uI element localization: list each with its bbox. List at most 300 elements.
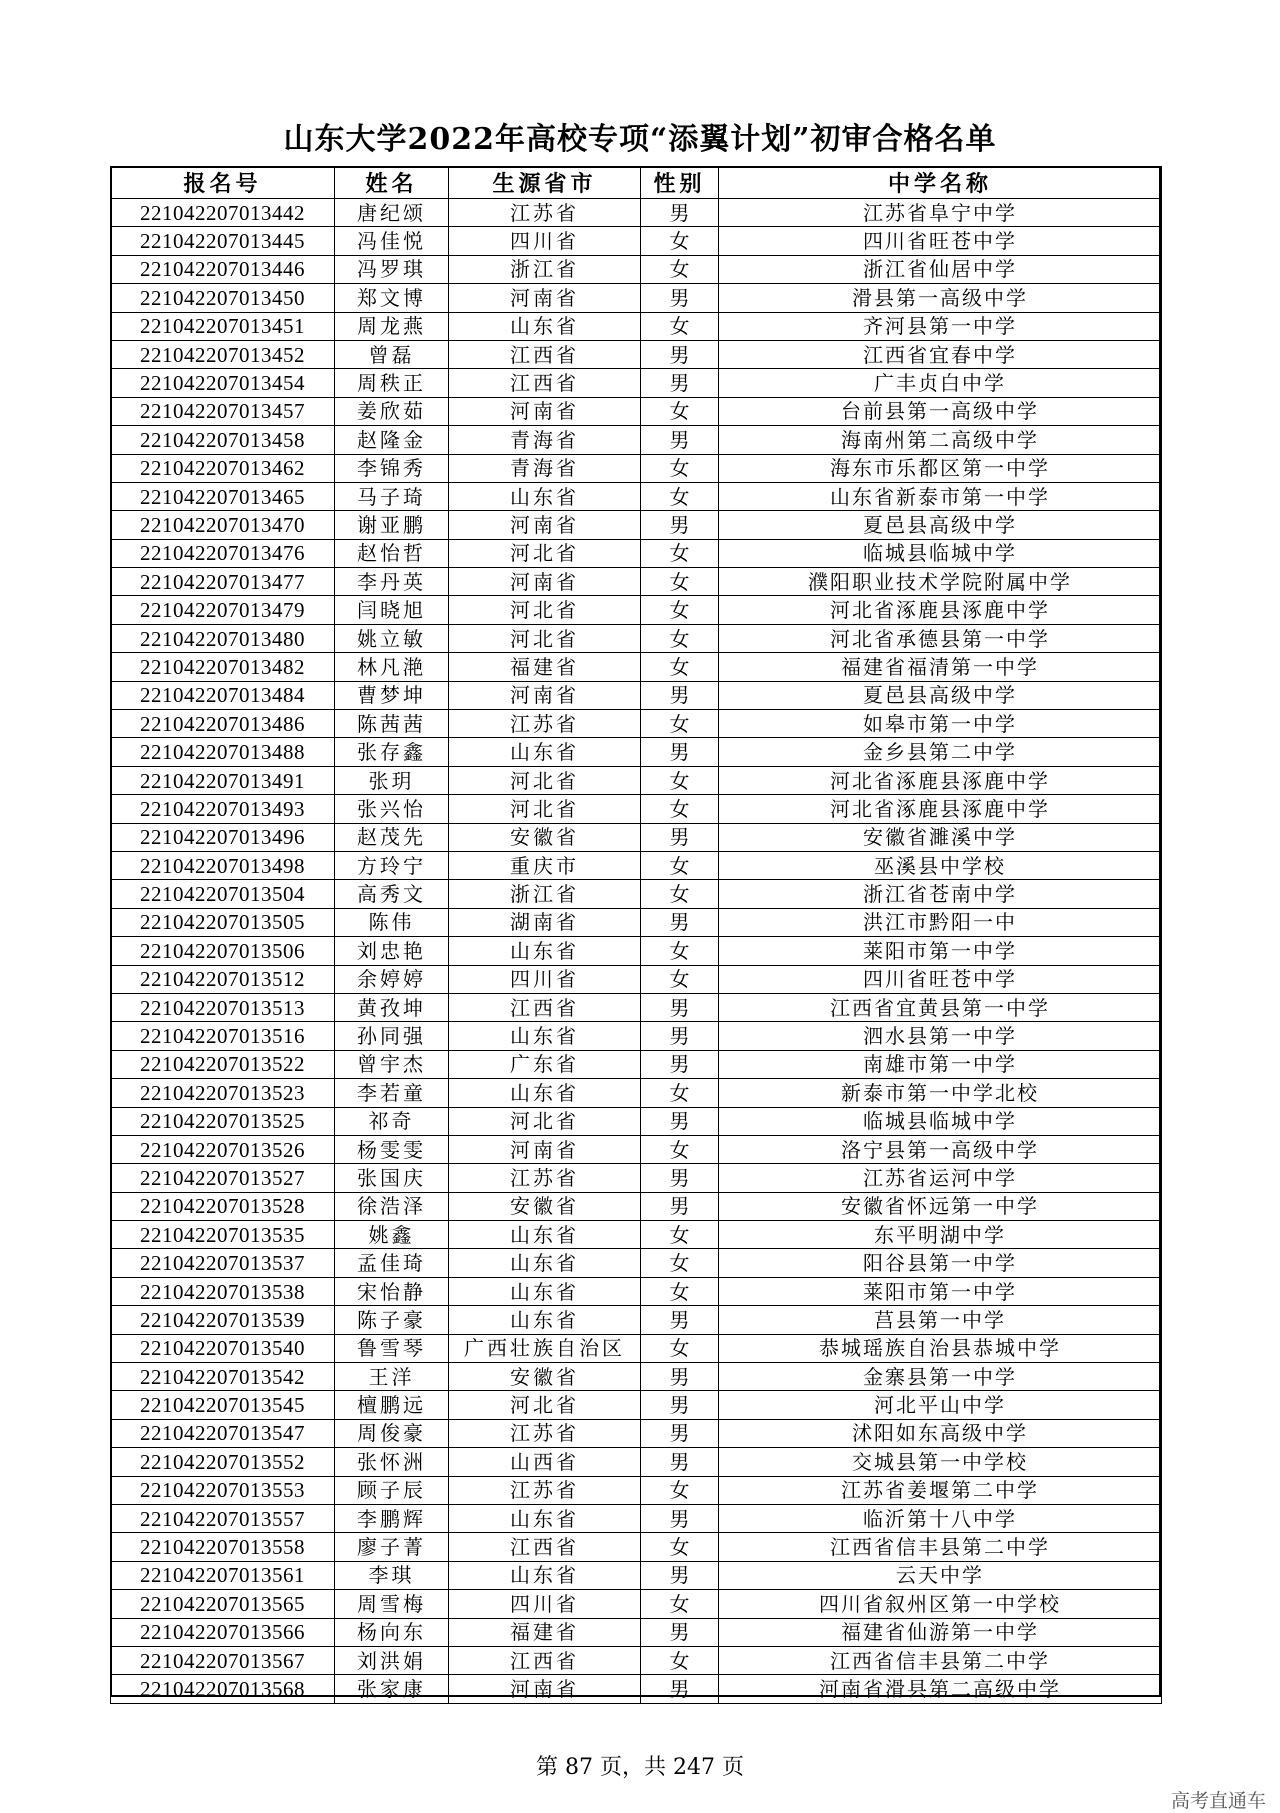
table-row bbox=[111, 1504, 1162, 1532]
table-row bbox=[111, 766, 1162, 794]
cell-school: 浙江省苍南中学 bbox=[719, 880, 1162, 908]
table-row bbox=[111, 1363, 1162, 1391]
table-row bbox=[111, 823, 1162, 851]
cell-registration-number: 221042207013454 bbox=[111, 369, 335, 397]
cell-school: 安徽省怀远第一中学 bbox=[719, 1192, 1162, 1220]
cell-school: 莒县第一中学 bbox=[719, 1306, 1162, 1334]
cell-name: 唐纪颂 bbox=[335, 199, 449, 227]
table-row bbox=[111, 369, 1162, 397]
cell-province: 河北省 bbox=[449, 766, 641, 794]
cell-gender: 女 bbox=[641, 795, 719, 823]
cell-province: 山东省 bbox=[449, 1561, 641, 1589]
page-number: 第 87 页，共 247 页 bbox=[536, 1755, 744, 1780]
cell-gender: 男 bbox=[641, 340, 719, 368]
cell-name: 顾子辰 bbox=[335, 1476, 449, 1504]
cell-gender: 女 bbox=[641, 454, 719, 482]
cell-gender: 女 bbox=[641, 624, 719, 652]
cell-registration-number: 221042207013557 bbox=[111, 1504, 335, 1532]
cell-province: 河北省 bbox=[449, 539, 641, 567]
cell-gender: 男 bbox=[641, 1448, 719, 1476]
cell-name: 张怀洲 bbox=[335, 1448, 449, 1476]
cell-registration-number: 221042207013498 bbox=[111, 851, 335, 879]
cell-registration-number: 221042207013476 bbox=[111, 539, 335, 567]
cell-province: 安徽省 bbox=[449, 1363, 641, 1391]
cell-registration-number: 221042207013535 bbox=[111, 1221, 335, 1249]
cell-province: 四川省 bbox=[449, 965, 641, 993]
cell-gender: 女 bbox=[641, 1334, 719, 1362]
table-row bbox=[111, 1533, 1162, 1561]
cell-school: 金寨县第一中学 bbox=[719, 1363, 1162, 1391]
table-row bbox=[111, 681, 1162, 709]
cell-name: 徐浩泽 bbox=[335, 1192, 449, 1220]
cell-registration-number: 221042207013537 bbox=[111, 1249, 335, 1277]
table-row bbox=[111, 1050, 1162, 1078]
cell-gender: 女 bbox=[641, 596, 719, 624]
cell-name: 曾宇杰 bbox=[335, 1050, 449, 1078]
cell-gender: 男 bbox=[641, 369, 719, 397]
cell-school: 如皋市第一中学 bbox=[719, 710, 1162, 738]
cell-registration-number: 221042207013482 bbox=[111, 653, 335, 681]
table-row bbox=[111, 1192, 1162, 1220]
cell-province: 河北省 bbox=[449, 624, 641, 652]
cell-registration-number: 221042207013493 bbox=[111, 795, 335, 823]
cell-name: 周雪梅 bbox=[335, 1590, 449, 1618]
cell-province: 江苏省 bbox=[449, 1164, 641, 1192]
cell-school: 夏邑县高级中学 bbox=[719, 511, 1162, 539]
cell-gender: 男 bbox=[641, 511, 719, 539]
cell-name: 祁奇 bbox=[335, 1107, 449, 1135]
cell-gender: 男 bbox=[641, 1391, 719, 1419]
cell-name: 李琪 bbox=[335, 1561, 449, 1589]
cell-gender: 男 bbox=[641, 1022, 719, 1050]
cell-registration-number: 221042207013484 bbox=[111, 681, 335, 709]
cell-registration-number: 221042207013538 bbox=[111, 1277, 335, 1305]
table-row bbox=[111, 1646, 1162, 1674]
table-row bbox=[111, 397, 1162, 425]
cell-name: 郑文博 bbox=[335, 284, 449, 312]
cell-name: 赵隆金 bbox=[335, 426, 449, 454]
cell-school: 海东市乐都区第一中学 bbox=[719, 454, 1162, 482]
cell-school: 江西省信丰县第二中学 bbox=[719, 1533, 1162, 1561]
cell-gender: 女 bbox=[641, 1135, 719, 1163]
table-row bbox=[111, 908, 1162, 936]
cell-registration-number: 221042207013567 bbox=[111, 1646, 335, 1674]
cell-name: 余婷婷 bbox=[335, 965, 449, 993]
cell-school: 新泰市第一中学北校 bbox=[719, 1079, 1162, 1107]
table-row bbox=[111, 1590, 1162, 1618]
cell-gender: 女 bbox=[641, 653, 719, 681]
cell-province: 河南省 bbox=[449, 568, 641, 596]
cell-name: 周俊豪 bbox=[335, 1419, 449, 1447]
cell-gender: 男 bbox=[641, 1107, 719, 1135]
table-row bbox=[111, 1476, 1162, 1504]
cell-province: 福建省 bbox=[449, 653, 641, 681]
cell-name: 廖子菁 bbox=[335, 1533, 449, 1561]
cell-school: 河北平山中学 bbox=[719, 1391, 1162, 1419]
cell-registration-number: 221042207013547 bbox=[111, 1419, 335, 1447]
cell-province: 江西省 bbox=[449, 1646, 641, 1674]
cell-gender: 男 bbox=[641, 1363, 719, 1391]
cell-gender: 男 bbox=[641, 681, 719, 709]
cell-name: 孙同强 bbox=[335, 1022, 449, 1050]
cell-gender: 男 bbox=[641, 1164, 719, 1192]
cell-province: 江西省 bbox=[449, 369, 641, 397]
cell-gender: 女 bbox=[641, 539, 719, 567]
cell-province: 江苏省 bbox=[449, 710, 641, 738]
cell-province: 广东省 bbox=[449, 1050, 641, 1078]
cell-name: 刘洪娟 bbox=[335, 1646, 449, 1674]
cell-school: 四川省旺苍中学 bbox=[719, 965, 1162, 993]
cell-gender: 男 bbox=[641, 1618, 719, 1646]
table-row bbox=[111, 255, 1162, 283]
cell-province: 青海省 bbox=[449, 454, 641, 482]
cell-registration-number: 221042207013496 bbox=[111, 823, 335, 851]
cell-province: 河南省 bbox=[449, 511, 641, 539]
cell-registration-number: 221042207013542 bbox=[111, 1363, 335, 1391]
watermark: 高考直通车 bbox=[1170, 1790, 1266, 1812]
cell-school: 滑县第一高级中学 bbox=[719, 284, 1162, 312]
cell-province: 安徽省 bbox=[449, 823, 641, 851]
table-row bbox=[111, 624, 1162, 652]
cell-school: 东平明湖中学 bbox=[719, 1221, 1162, 1249]
table-row bbox=[111, 1419, 1162, 1447]
cell-gender: 女 bbox=[641, 1249, 719, 1277]
table-row bbox=[111, 1277, 1162, 1305]
header-registration-number: 报名号 bbox=[111, 167, 335, 199]
cell-gender: 女 bbox=[641, 397, 719, 425]
cell-registration-number: 221042207013539 bbox=[111, 1306, 335, 1334]
cell-province: 山东省 bbox=[449, 1079, 641, 1107]
cell-gender: 女 bbox=[641, 766, 719, 794]
cell-registration-number: 221042207013525 bbox=[111, 1107, 335, 1135]
table-row bbox=[111, 710, 1162, 738]
cell-name: 姚立敏 bbox=[335, 624, 449, 652]
cell-school: 濮阳职业技术学院附属中学 bbox=[719, 568, 1162, 596]
table-row bbox=[111, 227, 1162, 255]
cell-name: 闫晓旭 bbox=[335, 596, 449, 624]
cell-school: 四川省叙州区第一中学校 bbox=[719, 1590, 1162, 1618]
cell-gender: 男 bbox=[641, 993, 719, 1021]
cell-province: 山东省 bbox=[449, 1277, 641, 1305]
cell-province: 山东省 bbox=[449, 1504, 641, 1532]
table-row bbox=[111, 1618, 1162, 1646]
table-row bbox=[111, 1107, 1162, 1135]
cell-registration-number: 221042207013479 bbox=[111, 596, 335, 624]
cell-gender: 男 bbox=[641, 823, 719, 851]
cell-gender: 男 bbox=[641, 426, 719, 454]
cell-registration-number: 221042207013527 bbox=[111, 1164, 335, 1192]
cell-registration-number: 221042207013480 bbox=[111, 624, 335, 652]
cell-name: 檀鹏远 bbox=[335, 1391, 449, 1419]
table-row bbox=[111, 454, 1162, 482]
cell-school: 山东省新泰市第一中学 bbox=[719, 482, 1162, 510]
cell-school: 云天中学 bbox=[719, 1561, 1162, 1589]
cell-registration-number: 221042207013513 bbox=[111, 993, 335, 1021]
cell-gender: 男 bbox=[641, 1504, 719, 1532]
cell-province: 河北省 bbox=[449, 1391, 641, 1419]
cell-gender: 女 bbox=[641, 1476, 719, 1504]
cell-school: 江苏省阜宁中学 bbox=[719, 199, 1162, 227]
cell-name: 姚鑫 bbox=[335, 1221, 449, 1249]
cell-school: 福建省仙游第一中学 bbox=[719, 1618, 1162, 1646]
cell-registration-number: 221042207013506 bbox=[111, 937, 335, 965]
cell-gender: 女 bbox=[641, 1277, 719, 1305]
cell-name: 姜欣茹 bbox=[335, 397, 449, 425]
cell-school: 交城县第一中学校 bbox=[719, 1448, 1162, 1476]
cell-school: 江西省宜黄县第一中学 bbox=[719, 993, 1162, 1021]
page-title: 山东大学2022年高校专项“添翼计划”初审合格名单 bbox=[283, 122, 997, 157]
cell-name: 赵怡哲 bbox=[335, 539, 449, 567]
cell-gender: 女 bbox=[641, 880, 719, 908]
cell-school: 夏邑县高级中学 bbox=[719, 681, 1162, 709]
cell-name: 赵茂先 bbox=[335, 823, 449, 851]
table-row bbox=[111, 1391, 1162, 1419]
cell-school: 江苏省姜堰第二中学 bbox=[719, 1476, 1162, 1504]
cell-province: 青海省 bbox=[449, 426, 641, 454]
table-row bbox=[111, 993, 1162, 1021]
cell-school: 恭城瑶族自治县恭城中学 bbox=[719, 1334, 1162, 1362]
cell-gender: 女 bbox=[641, 227, 719, 255]
cell-province: 山东省 bbox=[449, 312, 641, 340]
cell-registration-number: 221042207013458 bbox=[111, 426, 335, 454]
cell-name: 杨向东 bbox=[335, 1618, 449, 1646]
header-school: 中学名称 bbox=[719, 167, 1162, 199]
cell-school: 阳谷县第一中学 bbox=[719, 1249, 1162, 1277]
cell-gender: 女 bbox=[641, 482, 719, 510]
cell-school: 江苏省运河中学 bbox=[719, 1164, 1162, 1192]
table-row bbox=[111, 1561, 1162, 1589]
cell-school: 洛宁县第一高级中学 bbox=[719, 1135, 1162, 1163]
cell-province: 山西省 bbox=[449, 1448, 641, 1476]
table-row bbox=[111, 880, 1162, 908]
cell-name: 陈茜茜 bbox=[335, 710, 449, 738]
table-row bbox=[111, 965, 1162, 993]
cell-school: 河北省涿鹿县涿鹿中学 bbox=[719, 795, 1162, 823]
cell-name: 周秩正 bbox=[335, 369, 449, 397]
cell-registration-number: 221042207013545 bbox=[111, 1391, 335, 1419]
candidate-table bbox=[110, 166, 1162, 1704]
cell-gender: 男 bbox=[641, 284, 719, 312]
cell-school: 福建省福清第一中学 bbox=[719, 653, 1162, 681]
cell-name: 杨雯雯 bbox=[335, 1135, 449, 1163]
cell-gender: 男 bbox=[641, 1561, 719, 1589]
header-province: 生源省市 bbox=[449, 167, 641, 199]
cell-registration-number: 221042207013528 bbox=[111, 1192, 335, 1220]
cell-name: 宋怡静 bbox=[335, 1277, 449, 1305]
cell-province: 河北省 bbox=[449, 795, 641, 823]
cell-province: 江苏省 bbox=[449, 1419, 641, 1447]
cell-name: 孟佳琦 bbox=[335, 1249, 449, 1277]
cell-province: 四川省 bbox=[449, 1590, 641, 1618]
cell-school: 临沂第十八中学 bbox=[719, 1504, 1162, 1532]
cell-name: 陈伟 bbox=[335, 908, 449, 936]
cell-school: 河北省涿鹿县涿鹿中学 bbox=[719, 766, 1162, 794]
table-row bbox=[111, 653, 1162, 681]
cell-gender: 女 bbox=[641, 568, 719, 596]
cell-name: 黄孜坤 bbox=[335, 993, 449, 1021]
cell-registration-number: 221042207013516 bbox=[111, 1022, 335, 1050]
table-row bbox=[111, 426, 1162, 454]
cell-school: 泗水县第一中学 bbox=[719, 1022, 1162, 1050]
cell-name: 李若童 bbox=[335, 1079, 449, 1107]
cell-name: 李鹏辉 bbox=[335, 1504, 449, 1532]
cell-province: 河南省 bbox=[449, 1675, 641, 1703]
cell-name: 曹梦坤 bbox=[335, 681, 449, 709]
cell-province: 河南省 bbox=[449, 681, 641, 709]
cell-registration-number: 221042207013462 bbox=[111, 454, 335, 482]
cell-province: 浙江省 bbox=[449, 880, 641, 908]
cell-province: 山东省 bbox=[449, 1022, 641, 1050]
cell-registration-number: 221042207013566 bbox=[111, 1618, 335, 1646]
cell-gender: 男 bbox=[641, 1192, 719, 1220]
cell-gender: 女 bbox=[641, 1646, 719, 1674]
cell-province: 山东省 bbox=[449, 1249, 641, 1277]
cell-registration-number: 221042207013465 bbox=[111, 482, 335, 510]
cell-name: 高秀文 bbox=[335, 880, 449, 908]
cell-school: 浙江省仙居中学 bbox=[719, 255, 1162, 283]
cell-province: 河北省 bbox=[449, 1107, 641, 1135]
table-row bbox=[111, 340, 1162, 368]
cell-name: 林凡滟 bbox=[335, 653, 449, 681]
cell-registration-number: 221042207013558 bbox=[111, 1533, 335, 1561]
cell-province: 山东省 bbox=[449, 1306, 641, 1334]
cell-name: 张国庆 bbox=[335, 1164, 449, 1192]
table-row bbox=[111, 1135, 1162, 1163]
cell-name: 李丹英 bbox=[335, 568, 449, 596]
cell-province: 四川省 bbox=[449, 227, 641, 255]
table-row bbox=[111, 1079, 1162, 1107]
cell-registration-number: 221042207013504 bbox=[111, 880, 335, 908]
cell-school: 安徽省濉溪中学 bbox=[719, 823, 1162, 851]
cell-province: 江苏省 bbox=[449, 199, 641, 227]
cell-school: 临城县临城中学 bbox=[719, 539, 1162, 567]
table-row bbox=[111, 937, 1162, 965]
cell-school: 广丰贞白中学 bbox=[719, 369, 1162, 397]
cell-province: 山东省 bbox=[449, 1221, 641, 1249]
cell-school: 齐河县第一中学 bbox=[719, 312, 1162, 340]
cell-gender: 男 bbox=[641, 199, 719, 227]
table-row bbox=[111, 795, 1162, 823]
table-row bbox=[111, 1334, 1162, 1362]
cell-gender: 男 bbox=[641, 1306, 719, 1334]
cell-registration-number: 221042207013505 bbox=[111, 908, 335, 936]
cell-province: 河南省 bbox=[449, 397, 641, 425]
cell-registration-number: 221042207013512 bbox=[111, 965, 335, 993]
cell-registration-number: 221042207013565 bbox=[111, 1590, 335, 1618]
cell-province: 山东省 bbox=[449, 482, 641, 510]
cell-school: 江西省宜春中学 bbox=[719, 340, 1162, 368]
cell-gender: 女 bbox=[641, 1590, 719, 1618]
cell-gender: 女 bbox=[641, 851, 719, 879]
cell-registration-number: 221042207013540 bbox=[111, 1334, 335, 1362]
cell-gender: 男 bbox=[641, 1675, 719, 1703]
table-row bbox=[111, 539, 1162, 567]
header-gender: 性别 bbox=[641, 167, 719, 199]
cell-registration-number: 221042207013450 bbox=[111, 284, 335, 312]
cell-name: 张兴怡 bbox=[335, 795, 449, 823]
cell-name: 方玲宁 bbox=[335, 851, 449, 879]
cell-school: 江西省信丰县第二中学 bbox=[719, 1646, 1162, 1674]
table-header-row bbox=[111, 167, 1162, 199]
cell-registration-number: 221042207013488 bbox=[111, 738, 335, 766]
cell-registration-number: 221042207013442 bbox=[111, 199, 335, 227]
cell-school: 巫溪县中学校 bbox=[719, 851, 1162, 879]
cell-province: 河南省 bbox=[449, 1135, 641, 1163]
cell-province: 广西壮族自治区 bbox=[449, 1334, 641, 1362]
cell-registration-number: 221042207013523 bbox=[111, 1079, 335, 1107]
cell-school: 海南州第二高级中学 bbox=[719, 426, 1162, 454]
cell-name: 冯罗琪 bbox=[335, 255, 449, 283]
cell-name: 周龙燕 bbox=[335, 312, 449, 340]
cell-registration-number: 221042207013491 bbox=[111, 766, 335, 794]
cell-registration-number: 221042207013445 bbox=[111, 227, 335, 255]
cell-gender: 女 bbox=[641, 1533, 719, 1561]
cell-gender: 男 bbox=[641, 1419, 719, 1447]
cell-gender: 女 bbox=[641, 937, 719, 965]
table-row bbox=[111, 511, 1162, 539]
cell-school: 河南省滑县第二高级中学 bbox=[719, 1675, 1162, 1703]
cell-name: 曾磊 bbox=[335, 340, 449, 368]
cell-school: 台前县第一高级中学 bbox=[719, 397, 1162, 425]
cell-province: 湖南省 bbox=[449, 908, 641, 936]
cell-province: 浙江省 bbox=[449, 255, 641, 283]
cell-province: 江西省 bbox=[449, 993, 641, 1021]
table-row bbox=[111, 1164, 1162, 1192]
cell-school: 莱阳市第一中学 bbox=[719, 1277, 1162, 1305]
cell-name: 张存鑫 bbox=[335, 738, 449, 766]
cell-name: 冯佳悦 bbox=[335, 227, 449, 255]
cell-province: 河北省 bbox=[449, 596, 641, 624]
cell-school: 南雄市第一中学 bbox=[719, 1050, 1162, 1078]
cell-registration-number: 221042207013552 bbox=[111, 1448, 335, 1476]
cell-school: 金乡县第二中学 bbox=[719, 738, 1162, 766]
cell-gender: 男 bbox=[641, 908, 719, 936]
cell-registration-number: 221042207013457 bbox=[111, 397, 335, 425]
cell-registration-number: 221042207013486 bbox=[111, 710, 335, 738]
cell-registration-number: 221042207013522 bbox=[111, 1050, 335, 1078]
cell-school: 四川省旺苍中学 bbox=[719, 227, 1162, 255]
table-row bbox=[111, 1249, 1162, 1277]
cell-gender: 女 bbox=[641, 312, 719, 340]
cell-registration-number: 221042207013561 bbox=[111, 1561, 335, 1589]
cell-province: 河南省 bbox=[449, 284, 641, 312]
table-row bbox=[111, 568, 1162, 596]
cell-school: 河北省涿鹿县涿鹿中学 bbox=[719, 596, 1162, 624]
cell-name: 刘忠艳 bbox=[335, 937, 449, 965]
cell-name: 马子琦 bbox=[335, 482, 449, 510]
cell-gender: 女 bbox=[641, 965, 719, 993]
cell-province: 重庆市 bbox=[449, 851, 641, 879]
table-row bbox=[111, 1448, 1162, 1476]
cell-registration-number: 221042207013451 bbox=[111, 312, 335, 340]
cell-name: 陈子豪 bbox=[335, 1306, 449, 1334]
table-row bbox=[111, 1675, 1162, 1703]
cell-province: 安徽省 bbox=[449, 1192, 641, 1220]
cell-province: 山东省 bbox=[449, 937, 641, 965]
cell-registration-number: 221042207013477 bbox=[111, 568, 335, 596]
cell-gender: 女 bbox=[641, 1079, 719, 1107]
cell-registration-number: 221042207013470 bbox=[111, 511, 335, 539]
cell-school: 临城县临城中学 bbox=[719, 1107, 1162, 1135]
table-row bbox=[111, 482, 1162, 510]
cell-gender: 女 bbox=[641, 710, 719, 738]
cell-province: 江西省 bbox=[449, 1533, 641, 1561]
table-row bbox=[111, 596, 1162, 624]
cell-school: 洪江市黔阳一中 bbox=[719, 908, 1162, 936]
cell-gender: 男 bbox=[641, 738, 719, 766]
table-row bbox=[111, 199, 1162, 227]
cell-school: 莱阳市第一中学 bbox=[719, 937, 1162, 965]
